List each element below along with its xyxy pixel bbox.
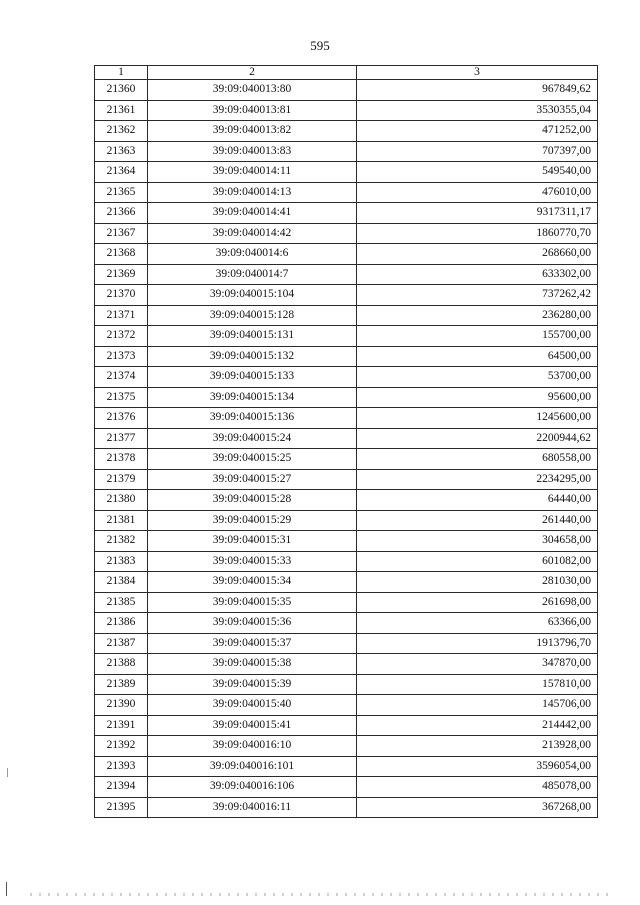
cadastral-number-cell: 39:09:040015:35 <box>148 592 357 613</box>
table-row <box>95 367 598 388</box>
table-row <box>95 510 598 531</box>
table-row <box>95 141 598 162</box>
cadastral-number-cell: 39:09:040015:128 <box>148 305 357 326</box>
row-number-cell: 21371 <box>95 305 148 326</box>
cadastral-value-cell: 64500,00 <box>357 346 598 367</box>
scan-margin-tick <box>7 768 8 777</box>
table-row <box>95 592 598 613</box>
row-number-cell: 21367 <box>95 223 148 244</box>
scan-bottom-noise <box>30 893 610 896</box>
row-number-cell: 21365 <box>95 182 148 203</box>
row-number-cell: 21391 <box>95 715 148 736</box>
table-row <box>95 244 598 265</box>
table-row <box>95 551 598 572</box>
cadastral-number-cell: 39:09:040015:131 <box>148 326 357 347</box>
cadastral-value-cell: 471252,00 <box>357 121 598 142</box>
row-number-cell: 21372 <box>95 326 148 347</box>
table-row <box>95 797 598 818</box>
row-number-cell: 21384 <box>95 572 148 593</box>
table-row <box>95 613 598 634</box>
cadastral-value-cell: 476010,00 <box>357 182 598 203</box>
cadastral-number-cell: 39:09:040015:34 <box>148 572 357 593</box>
cadastral-value-cell: 2234295,00 <box>357 469 598 490</box>
cadastral-number-cell: 39:09:040015:133 <box>148 367 357 388</box>
cadastral-value-cell: 63366,00 <box>357 613 598 634</box>
cadastral-value-cell: 633302,00 <box>357 264 598 285</box>
row-number-cell: 21393 <box>95 756 148 777</box>
row-number-cell: 21383 <box>95 551 148 572</box>
row-number-cell: 21381 <box>95 510 148 531</box>
cadastral-value-cell: 145706,00 <box>357 695 598 716</box>
cadastral-value-cell: 9317311,17 <box>357 203 598 224</box>
cadastral-number-cell: 39:09:040015:31 <box>148 531 357 552</box>
cadastral-value-cell: 485078,00 <box>357 777 598 798</box>
row-number-cell: 21374 <box>95 367 148 388</box>
cadastral-value-cell: 213928,00 <box>357 736 598 757</box>
table-row <box>95 80 598 101</box>
row-number-cell: 21375 <box>95 387 148 408</box>
cadastral-value-cell: 236280,00 <box>357 305 598 326</box>
cadastral-value-cell: 214442,00 <box>357 715 598 736</box>
cadastral-number-cell: 39:09:040016:11 <box>148 797 357 818</box>
table-row <box>95 387 598 408</box>
cadastral-number-cell: 39:09:040015:132 <box>148 346 357 367</box>
table-row <box>95 100 598 121</box>
row-number-cell: 21395 <box>95 797 148 818</box>
table-row <box>95 469 598 490</box>
table-row <box>95 633 598 654</box>
cadastral-value-cell: 155700,00 <box>357 326 598 347</box>
cadastral-number-cell: 39:09:040016:10 <box>148 736 357 757</box>
scan-edge-mark <box>6 882 7 896</box>
cadastral-value-cell: 53700,00 <box>357 367 598 388</box>
table-row <box>95 203 598 224</box>
cadastral-number-cell: 39:09:040015:37 <box>148 633 357 654</box>
column-header-3: 3 <box>357 66 598 80</box>
row-number-cell: 21390 <box>95 695 148 716</box>
cadastral-number-cell: 39:09:040015:24 <box>148 428 357 449</box>
cadastral-value-cell: 1860770,70 <box>357 223 598 244</box>
cadastral-value-cell: 3596054,00 <box>357 756 598 777</box>
table-row <box>95 346 598 367</box>
cadastral-value-table <box>94 65 598 818</box>
table-row <box>95 572 598 593</box>
row-number-cell: 21388 <box>95 654 148 675</box>
cadastral-value-cell: 347870,00 <box>357 654 598 675</box>
table-row <box>95 674 598 695</box>
cadastral-number-cell: 39:09:040014:13 <box>148 182 357 203</box>
cadastral-number-cell: 39:09:040016:106 <box>148 777 357 798</box>
cadastral-number-cell: 39:09:040015:25 <box>148 449 357 470</box>
row-number-cell: 21392 <box>95 736 148 757</box>
row-number-cell: 21379 <box>95 469 148 490</box>
cadastral-value-cell: 601082,00 <box>357 551 598 572</box>
row-number-cell: 21368 <box>95 244 148 265</box>
cadastral-number-cell: 39:09:040015:36 <box>148 613 357 634</box>
cadastral-number-cell: 39:09:040016:101 <box>148 756 357 777</box>
table-row <box>95 408 598 429</box>
cadastral-value-cell: 95600,00 <box>357 387 598 408</box>
cadastral-number-cell: 39:09:040015:29 <box>148 510 357 531</box>
cadastral-number-cell: 39:09:040014:6 <box>148 244 357 265</box>
row-number-cell: 21369 <box>95 264 148 285</box>
table-row <box>95 777 598 798</box>
cadastral-number-cell: 39:09:040014:41 <box>148 203 357 224</box>
cadastral-number-cell: 39:09:040015:27 <box>148 469 357 490</box>
page-number: 595 <box>310 38 330 53</box>
cadastral-value-cell: 261698,00 <box>357 592 598 613</box>
table-row <box>95 121 598 142</box>
cadastral-number-cell: 39:09:040015:39 <box>148 674 357 695</box>
cadastral-number-cell: 39:09:040015:33 <box>148 551 357 572</box>
table-row <box>95 182 598 203</box>
table-row <box>95 285 598 306</box>
row-number-cell: 21382 <box>95 531 148 552</box>
cadastral-value-cell: 268660,00 <box>357 244 598 265</box>
row-number-cell: 21386 <box>95 613 148 634</box>
cadastral-number-cell: 39:09:040013:81 <box>148 100 357 121</box>
cadastral-value-cell: 967849,62 <box>357 80 598 101</box>
cadastral-number-cell: 39:09:040014:7 <box>148 264 357 285</box>
cadastral-value-cell: 281030,00 <box>357 572 598 593</box>
table-row <box>95 531 598 552</box>
cadastral-value-cell: 304658,00 <box>357 531 598 552</box>
cadastral-number-cell: 39:09:040014:11 <box>148 162 357 183</box>
table-row <box>95 449 598 470</box>
row-number-cell: 21376 <box>95 408 148 429</box>
table-row <box>95 695 598 716</box>
table-body <box>95 80 598 818</box>
cadastral-value-cell: 1913796,70 <box>357 633 598 654</box>
row-number-cell: 21363 <box>95 141 148 162</box>
cadastral-value-cell: 64440,00 <box>357 490 598 511</box>
cadastral-number-cell: 39:09:040015:40 <box>148 695 357 716</box>
row-number-cell: 21373 <box>95 346 148 367</box>
row-number-cell: 21377 <box>95 428 148 449</box>
table-row <box>95 305 598 326</box>
cadastral-value-cell: 2200944,62 <box>357 428 598 449</box>
cadastral-number-cell: 39:09:040015:134 <box>148 387 357 408</box>
cadastral-value-cell: 3530355,04 <box>357 100 598 121</box>
table-row <box>95 326 598 347</box>
cadastral-number-cell: 39:09:040014:42 <box>148 223 357 244</box>
cadastral-value-cell: 549540,00 <box>357 162 598 183</box>
row-number-cell: 21361 <box>95 100 148 121</box>
row-number-cell: 21380 <box>95 490 148 511</box>
table-row <box>95 736 598 757</box>
cadastral-number-cell: 39:09:040015:38 <box>148 654 357 675</box>
cadastral-number-cell: 39:09:040013:83 <box>148 141 357 162</box>
table-row <box>95 490 598 511</box>
table-row <box>95 654 598 675</box>
cadastral-value-cell: 707397,00 <box>357 141 598 162</box>
cadastral-value-cell: 1245600,00 <box>357 408 598 429</box>
row-number-cell: 21378 <box>95 449 148 470</box>
cadastral-value-cell: 367268,00 <box>357 797 598 818</box>
row-number-cell: 21360 <box>95 80 148 101</box>
row-number-cell: 21364 <box>95 162 148 183</box>
cadastral-number-cell: 39:09:040015:104 <box>148 285 357 306</box>
row-number-cell: 21366 <box>95 203 148 224</box>
row-number-cell: 21370 <box>95 285 148 306</box>
cadastral-number-cell: 39:09:040015:136 <box>148 408 357 429</box>
table-row <box>95 223 598 244</box>
column-header-2: 2 <box>148 66 357 80</box>
table-row <box>95 715 598 736</box>
table-row <box>95 264 598 285</box>
table-row <box>95 162 598 183</box>
row-number-cell: 21385 <box>95 592 148 613</box>
row-number-cell: 21394 <box>95 777 148 798</box>
table-row <box>95 428 598 449</box>
column-header-1: 1 <box>95 66 148 80</box>
cadastral-value-cell: 680558,00 <box>357 449 598 470</box>
cadastral-number-cell: 39:09:040013:80 <box>148 80 357 101</box>
cadastral-value-cell: 261440,00 <box>357 510 598 531</box>
row-number-cell: 21389 <box>95 674 148 695</box>
cadastral-number-cell: 39:09:040015:28 <box>148 490 357 511</box>
table-row <box>95 756 598 777</box>
cadastral-number-cell: 39:09:040015:41 <box>148 715 357 736</box>
cadastral-number-cell: 39:09:040013:82 <box>148 121 357 142</box>
table-header-row <box>95 66 598 80</box>
row-number-cell: 21387 <box>95 633 148 654</box>
row-number-cell: 21362 <box>95 121 148 142</box>
cadastral-value-cell: 737262,42 <box>357 285 598 306</box>
cadastral-value-cell: 157810,00 <box>357 674 598 695</box>
